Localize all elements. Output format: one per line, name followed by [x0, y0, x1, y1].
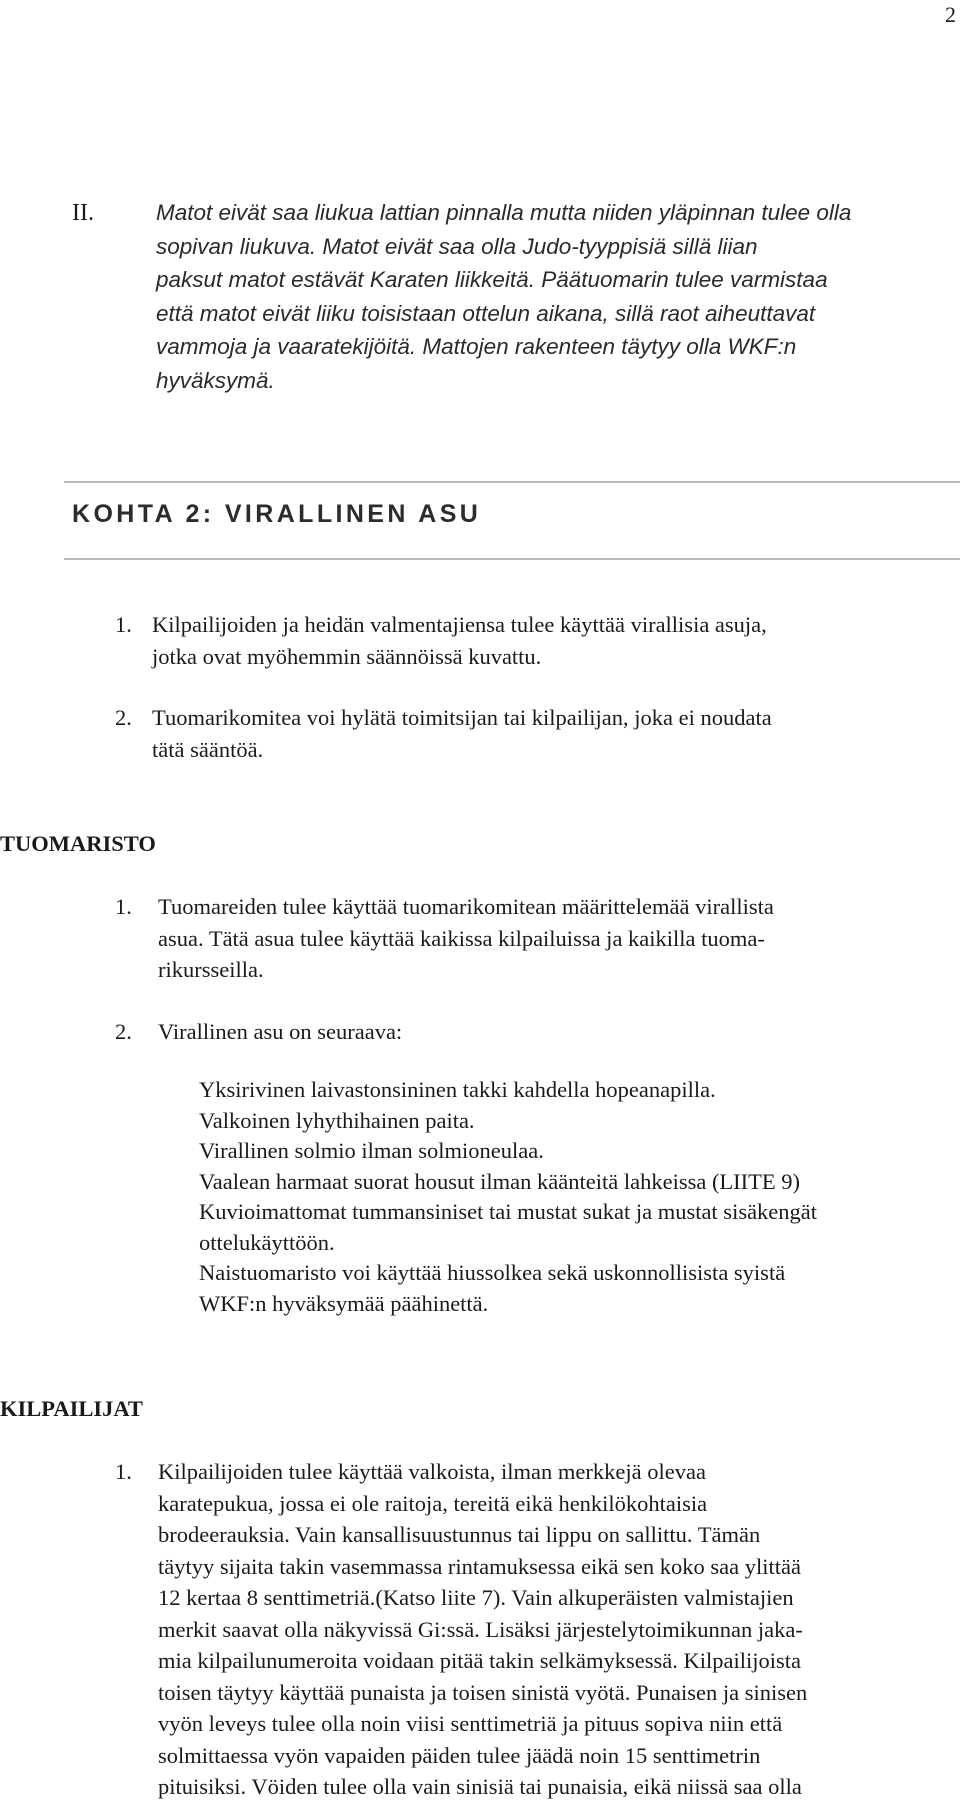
- text-line: brodeerauksia. Vain kansallisuustunnus tai lippu on sallittu. Tämän: [158, 1522, 761, 1547]
- mats-paragraph: [156, 196, 956, 397]
- list-item: Valkoinen lyhythihainen paita.: [199, 1107, 475, 1133]
- page-number: 2: [945, 2, 956, 27]
- list-item: ottelukäyttöön.: [199, 1229, 335, 1255]
- text-line: asua. Tätä asua tulee käyttää kaikissa kilpailuissa ja kaikilla tuoma-: [158, 925, 765, 951]
- item-number: 1.: [115, 612, 132, 637]
- list-item: Naistuomaristo voi käyttää hiussolkea sekä uskonnollisista syistä: [199, 1260, 786, 1285]
- section-heading: KOHTA 2: VIRALLINEN ASU: [72, 500, 482, 528]
- tuomaristo-heading: TUOMARISTO: [0, 831, 156, 856]
- text-line: vyön leveys tulee olla noin viisi senttimetriä ja pituus sopiva niin että: [158, 1711, 783, 1736]
- text-line: mia kilpailunumeroita voidaan pitää takin selkämyksessä. Kilpailijoista: [158, 1648, 801, 1673]
- roman-numeral: II.: [72, 200, 94, 226]
- section-top-rule: [64, 481, 960, 483]
- text-line: solmittaessa vyön vapaiden päiden tulee jäädä noin 15 senttimetrin: [158, 1742, 761, 1768]
- text-line: Kilpailijoiden tulee käyttää valkoista, ilman merkkejä olevaa: [158, 1459, 706, 1484]
- list-item: Yksirivinen laivastonsininen takki kahdella hopeanapilla.: [199, 1077, 716, 1102]
- list-item: WKF:n hyväksymää päähinettä.: [199, 1290, 489, 1316]
- text-line: Matot eivät saa liukua lattian pinnalla mutta niiden yläpinnan tulee olla: [156, 200, 852, 225]
- text-line: hyväksymä.: [156, 367, 275, 393]
- text-line: jotka ovat myöhemmin säännöissä kuvattu.: [152, 643, 542, 669]
- text-line: merkit saavat olla näkyvissä Gi:ssä. Lisäksi järjestelytoimikunnan jaka-: [158, 1616, 803, 1642]
- item-number: 1.: [115, 1459, 132, 1484]
- text-line: täytyy sijaita takin vasemmassa rintamuksessa eikä sen koko saa ylittää: [158, 1553, 801, 1579]
- text-line: Kilpailijoiden ja heidän valmentajiensa tulee käyttää virallisia asuja,: [152, 612, 767, 637]
- kilpailijat-heading: KILPAILIJAT: [0, 1396, 143, 1421]
- text-line: paksut matot estävät Karaten liikkeitä. Päätuomarin tulee varmistaa: [156, 267, 828, 292]
- text-line: että matot eivät liiku toisistaan ottelun aikana, sillä raot aiheuttavat: [156, 300, 816, 326]
- text-line: toisen täytyy käyttää punaista ja toisen sinistä vyötä. Punaisen ja sinisen: [158, 1679, 808, 1705]
- item-number: 2.: [115, 705, 132, 730]
- text-line: pituisiksi. Vöiden tulee olla vain sinisiä tai punaisia, eikä niissä saa olla: [158, 1774, 802, 1799]
- text-line: karatepukua, jossa ei ole raitoja, tereitä eikä henkilökohtaisia: [158, 1490, 708, 1516]
- list-item: Virallinen solmio ilman solmioneulaa.: [199, 1138, 544, 1163]
- text-line: sopivan liukuva. Matot eivät saa olla Judo-tyyppisiä sillä liian: [156, 233, 758, 259]
- section-item-1: [152, 609, 767, 672]
- kilpailijat-item-1: [158, 1456, 807, 1803]
- text-line: Tuomarikomitea voi hylätä toimitsijan tai kilpailijan, joka ei noudata: [152, 705, 772, 730]
- section-item-2: [152, 702, 772, 765]
- item-number: 2.: [115, 1019, 132, 1044]
- item-number: 1.: [115, 894, 132, 919]
- list-item: Kuvioimattomat tummansiniset tai mustat sukat ja mustat sisäkengät: [199, 1199, 818, 1224]
- text-line: tätä sääntöä.: [152, 736, 264, 762]
- text-line: Tuomareiden tulee käyttää tuomarikomitean määrittelemää virallista: [158, 894, 774, 919]
- tuomaristo-item-1: [158, 891, 774, 986]
- list-item: Vaalean harmaat suorat housut ilman käänteitä lahkeissa (LIITE 9): [199, 1168, 801, 1194]
- text-line: Virallinen asu on seuraava:: [158, 1019, 403, 1044]
- text-line: rikursseilla.: [158, 957, 264, 982]
- tuomaristo-item-2: [158, 1016, 402, 1048]
- section-bottom-rule: [64, 558, 960, 560]
- text-line: vammoja ja vaaratekijöitä. Mattojen rakenteen täytyy olla WKF:n: [156, 334, 797, 359]
- uniform-list: [199, 1075, 817, 1319]
- text-line: 12 kertaa 8 senttimetriä.(Katso liite 7). Vain alkuperäisten valmistajien: [158, 1585, 794, 1610]
